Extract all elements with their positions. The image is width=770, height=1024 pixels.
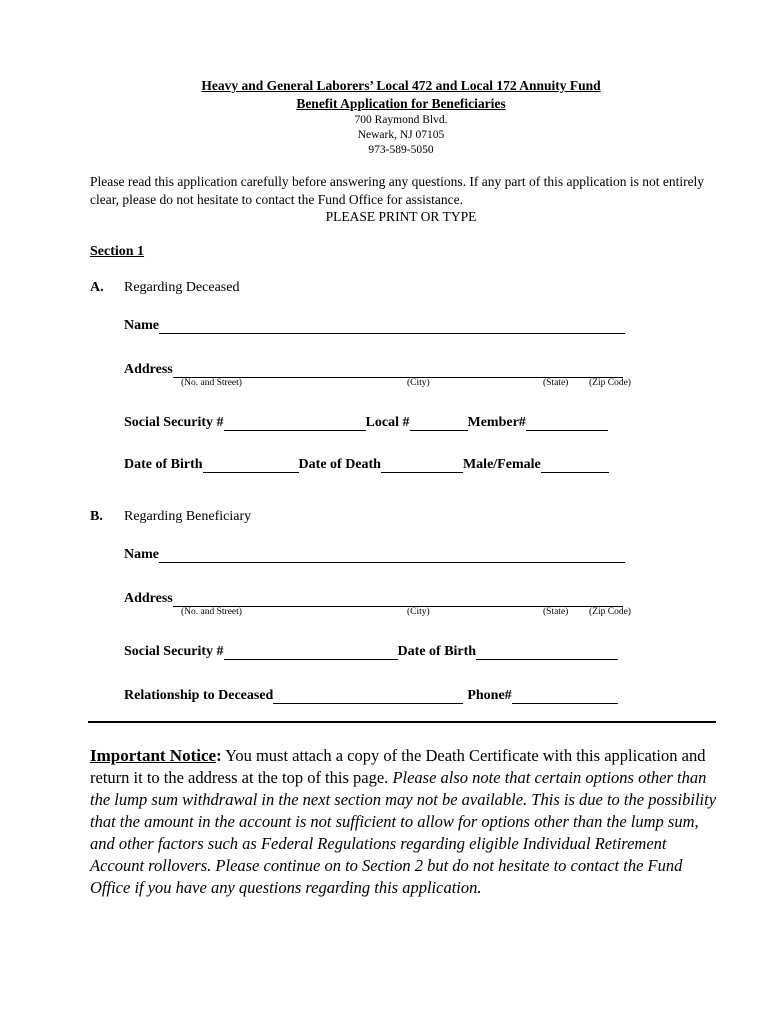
deceased-name-input[interactable] (159, 318, 625, 334)
part-a-letter: A. (90, 280, 104, 295)
member-number-label: Member# (467, 415, 526, 430)
notice-instruction: You must attach a copy of the Death Certificate with this application and return it to the address at the top of this page. (90, 746, 706, 787)
member-number-input[interactable] (526, 415, 608, 431)
beneficiary-name-field (124, 545, 625, 563)
deceased-name-label: Name (124, 318, 159, 333)
deceased-dob-label: Date of Birth (124, 457, 203, 472)
beneficiary-address-city-caption: (City) (407, 607, 430, 617)
deceased-dod-input[interactable] (381, 457, 463, 473)
beneficiary-address-input[interactable] (173, 591, 623, 607)
deceased-dob-input[interactable] (203, 457, 299, 473)
deceased-address-city-caption: (City) (407, 378, 430, 388)
beneficiary-address-field (124, 589, 623, 607)
beneficiary-name-input[interactable] (159, 547, 625, 563)
beneficiary-address-street-caption: (No. and Street) (181, 607, 242, 617)
beneficiary-phone-input[interactable] (512, 688, 618, 704)
deceased-address-input[interactable] (173, 362, 623, 378)
deceased-address-street-caption: (No. and Street) (181, 378, 242, 388)
beneficiary-ssn-label: Social Security # (124, 644, 224, 659)
beneficiary-phone-label: Phone# (467, 688, 512, 703)
deceased-ids-row (124, 413, 608, 431)
form-title: Heavy and General Laborers’ Local 472 and Local 172 Annuity Fund (201, 78, 601, 93)
important-notice (90, 745, 722, 899)
deceased-sex-label: Male/Female (462, 457, 541, 472)
form-subtitle: Benefit Application for Beneficiaries (296, 96, 506, 111)
deceased-dates-row (124, 455, 609, 473)
beneficiary-relationship-row (124, 686, 618, 704)
notice-colon: : (216, 746, 222, 765)
fund-phone: 973-589-5050 (368, 144, 434, 156)
fund-address-street: 700 Raymond Blvd. (354, 114, 448, 126)
print-instruction: PLEASE PRINT OR TYPE (325, 209, 477, 224)
notice-options-warning: Please also note that certain options other than the lump sum withdrawal in the next section may not be available. This is due to the possibility that the amount in the account is not sufficient to allow for options other than the lump sum, and other factors such as Federal Regulations regarding eligible Individual Retirement Account rollovers. Please continue on to Section 2 but do not hesitate to contact the Fund Office if you have any questions regarding this application. (90, 768, 717, 897)
deceased-address-state-caption: (State) (543, 378, 569, 388)
deceased-ssn-label: Social Security # (124, 415, 224, 430)
beneficiary-dob-label: Date of Birth (397, 644, 477, 659)
local-number-input[interactable] (410, 415, 468, 431)
part-b-title: Regarding Beneficiary (124, 509, 252, 524)
fund-address-city: Newark, NJ 07105 (357, 129, 445, 141)
part-b-letter: B. (90, 509, 103, 524)
beneficiary-dob-input[interactable] (476, 644, 618, 660)
local-number-label: Local # (365, 415, 410, 430)
relationship-input[interactable] (273, 688, 463, 704)
section-divider (88, 721, 716, 723)
notice-heading: Important Notice (90, 746, 217, 765)
deceased-address-zip-caption: (Zip Code) (589, 378, 631, 388)
beneficiary-ssn-input[interactable] (224, 644, 398, 660)
deceased-dod-label: Date of Death (298, 457, 381, 472)
beneficiary-address-label: Address (124, 591, 173, 606)
beneficiary-address-zip-caption: (Zip Code) (589, 607, 631, 617)
part-a-title: Regarding Deceased (124, 280, 240, 295)
deceased-name-field (124, 316, 625, 334)
beneficiary-name-label: Name (124, 547, 159, 562)
relationship-label: Relationship to Deceased (124, 688, 274, 703)
deceased-address-label: Address (124, 362, 173, 377)
section-1-heading: Section 1 (90, 244, 145, 259)
beneficiary-address-state-caption: (State) (543, 607, 569, 617)
deceased-sex-input[interactable] (541, 457, 609, 473)
intro-text: Please read this application carefully before answering any questions. If any part of this application is not entirely clear, please do not hesitate to contact the Fund Office for assistance. (90, 174, 705, 207)
deceased-ssn-input[interactable] (224, 415, 366, 431)
beneficiary-ids-row (124, 642, 618, 660)
deceased-address-field (124, 360, 623, 378)
